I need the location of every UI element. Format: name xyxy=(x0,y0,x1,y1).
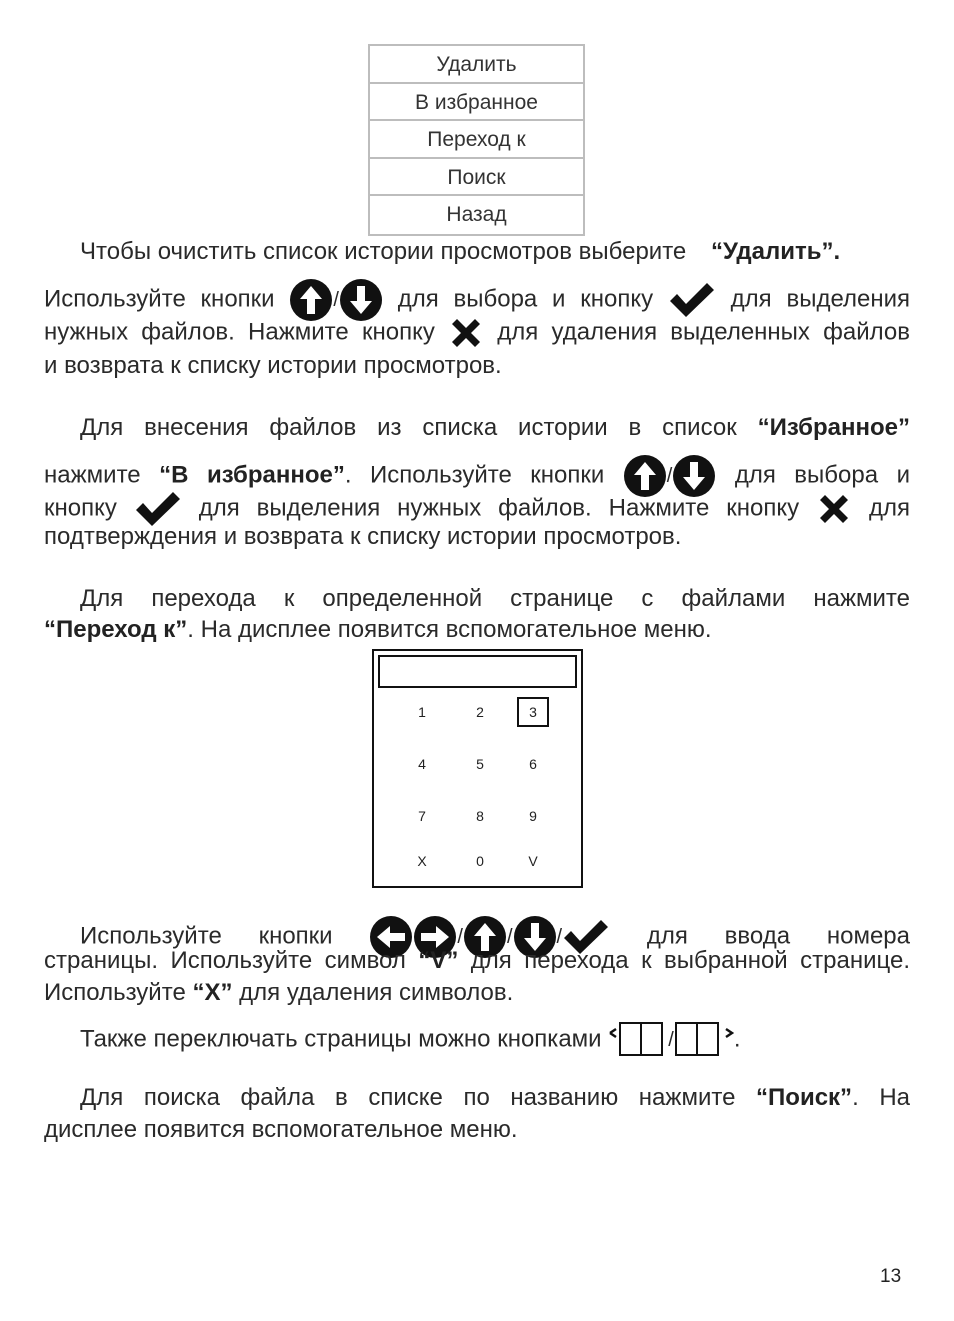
paragraph-line: нужных файлов. Нажмите кнопку для удаления выделенных файлов xyxy=(44,315,910,351)
paragraph-line: Используйте “X” для удаления символов. xyxy=(44,979,514,1006)
paragraph-line: кнопку для выделения нужных файлов. Нажмите кнопку для xyxy=(44,491,910,527)
paragraph-line: Чтобы очистить список истории просмотров выберите “Удалить”. xyxy=(80,238,841,265)
page-back-book-icon xyxy=(608,1019,668,1061)
keypad-key[interactable]: 8 xyxy=(476,808,484,824)
cross-icon xyxy=(448,315,484,351)
paragraph-line: нажмите “В избранное”. Используйте кнопки / для выбора и xyxy=(44,454,910,498)
keypad-key[interactable]: 0 xyxy=(476,853,484,869)
menu-item-back[interactable]: Назад xyxy=(446,203,507,226)
checkmark-icon xyxy=(668,282,716,318)
menu-item-delete[interactable]: Удалить xyxy=(370,46,583,84)
paragraph-line: и возврата к списку истории просмотров. xyxy=(44,352,502,379)
paragraph-line: Также переключать страницы можно кнопками / . xyxy=(80,1019,910,1061)
paragraph-line: Для поиска файла в списке по названию нажмите “Поиск”. На xyxy=(80,1084,910,1111)
paragraph-line: Для внесения файлов из списка истории в список “Избранное” xyxy=(80,414,910,441)
keypad-key-delete[interactable]: X xyxy=(417,853,427,869)
page-forward-book-icon xyxy=(674,1019,734,1061)
menu-item-add-favorites[interactable]: В избранное xyxy=(370,84,583,122)
menu-item-go-to[interactable]: Переход к xyxy=(370,121,583,159)
paragraph-line: Используйте кнопки / / / для ввода номера xyxy=(80,915,910,959)
paragraph-line: дисплее появится вспомогательное меню. xyxy=(44,1116,518,1143)
paragraph-line: “Переход к”. На дисплее появится вспомогательное меню. xyxy=(44,616,712,643)
keypad-key-selected[interactable]: 3 xyxy=(517,697,549,727)
keypad-key[interactable]: 2 xyxy=(476,704,484,720)
page-number: 13 xyxy=(880,1266,902,1287)
checkmark-icon xyxy=(134,491,182,527)
options-menu xyxy=(368,44,585,236)
keypad-key-confirm[interactable]: V xyxy=(528,853,538,869)
cross-icon xyxy=(816,491,852,527)
keypad-key[interactable]: 9 xyxy=(529,808,537,824)
paragraph-line: страницы. Используйте символ “V” для перехода к выбранной странице. xyxy=(44,947,910,974)
keypad-key[interactable]: 5 xyxy=(476,756,484,772)
keypad-key[interactable]: 7 xyxy=(418,808,426,824)
paragraph-line: подтверждения и возврата к списку истории просмотров. xyxy=(44,523,682,550)
paragraph-line: Используйте кнопки / для выбора и кнопку для выделения xyxy=(44,278,910,322)
paragraph-line: Для перехода к определенной странице с файлами нажмите xyxy=(80,585,910,612)
page-number-keypad xyxy=(372,649,583,888)
keypad-key[interactable]: 4 xyxy=(418,756,426,772)
page-number-display xyxy=(378,655,577,688)
keypad-key[interactable]: 1 xyxy=(418,704,426,720)
menu-item-search[interactable]: Поиск xyxy=(370,159,583,197)
keypad-key[interactable]: 6 xyxy=(529,756,537,772)
